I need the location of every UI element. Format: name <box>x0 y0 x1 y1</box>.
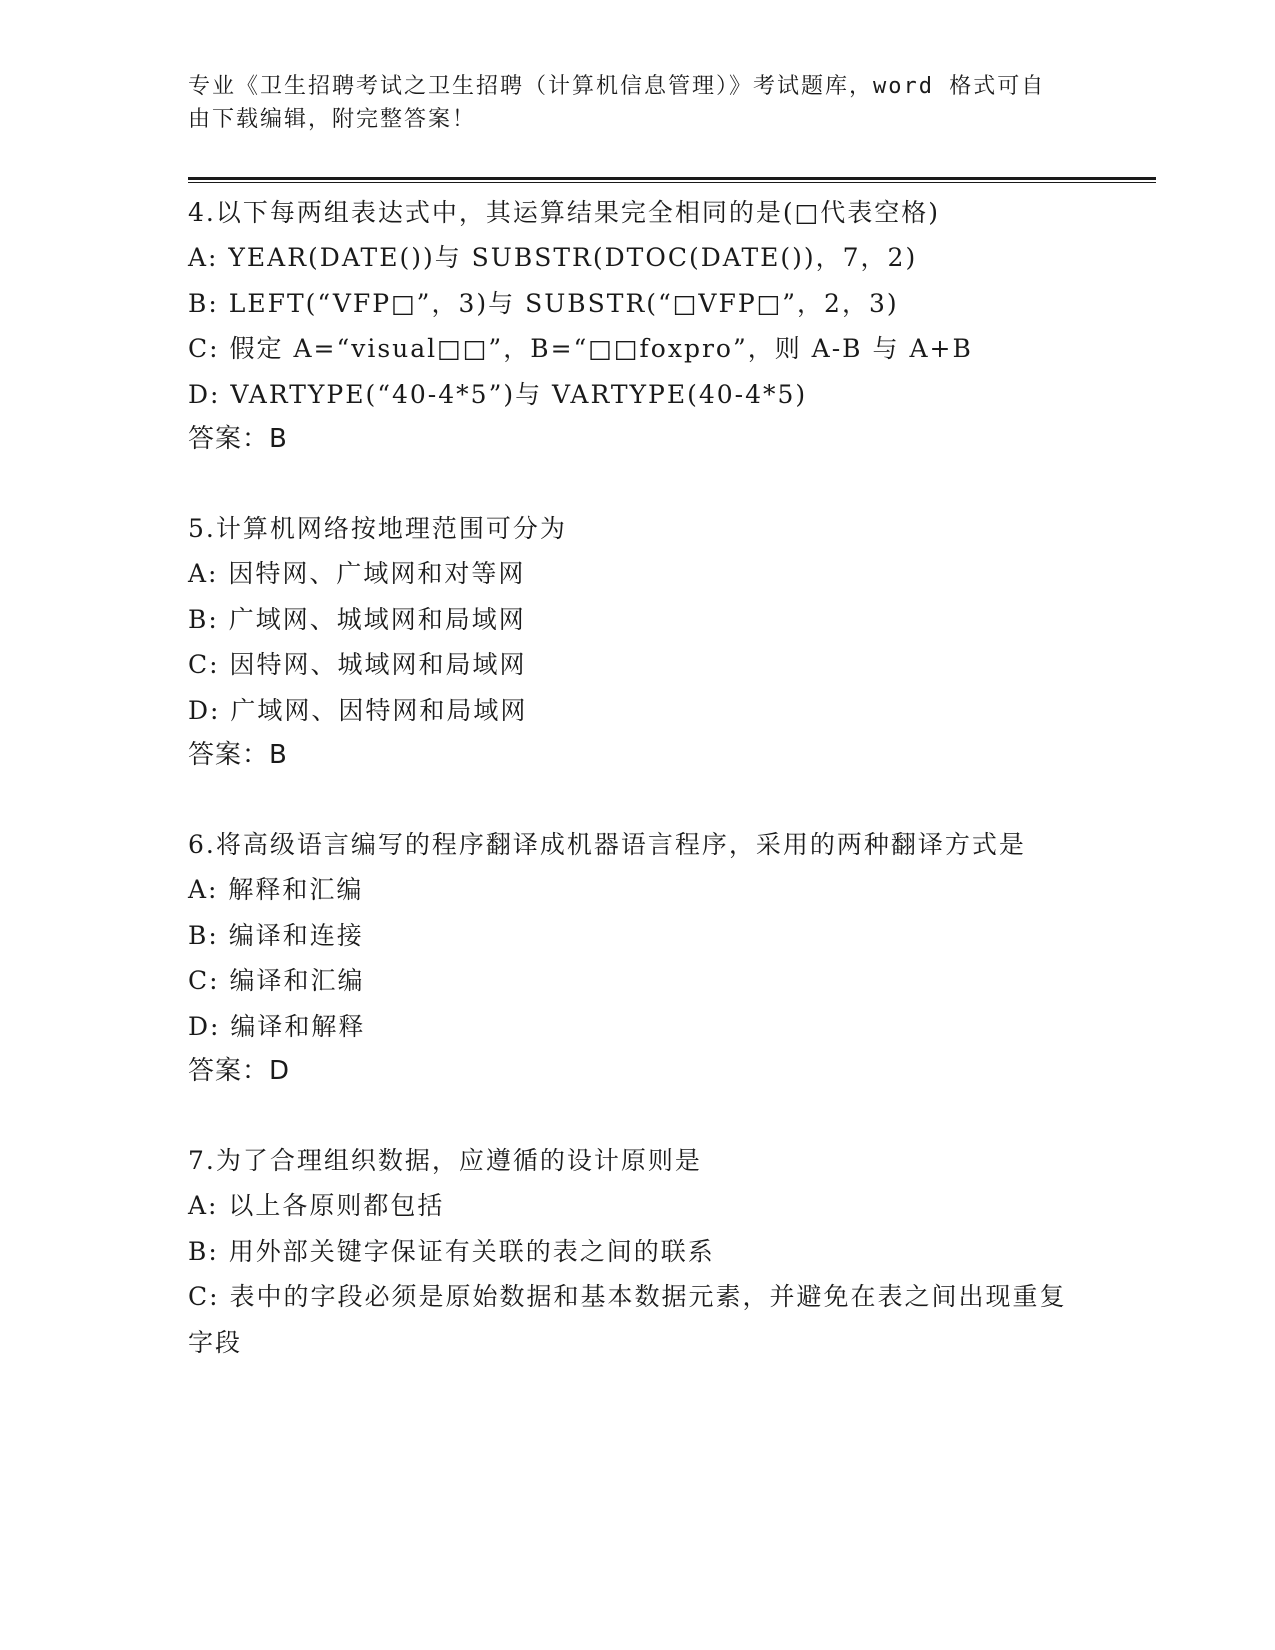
question-list <box>188 190 1068 1365</box>
question-4 <box>188 190 1068 462</box>
question-title: 6.将高级语言编写的程序翻译成机器语言程序，采用的两种翻译方式是 <box>188 830 1026 859</box>
question-title: 7.为了合理组织数据，应遵循的设计原则是 <box>188 1146 702 1175</box>
question-title: 4.以下每两组表达式中，其运算结果完全相同的是(□代表空格) <box>188 198 940 227</box>
option-c: C: 编译和汇编 <box>188 966 365 995</box>
question-5 <box>188 506 1068 778</box>
option-b: B: LEFT(“VFP□”，3)与 SUBSTR(“□VFP□”，2，3) <box>188 288 899 318</box>
option-d: D: 编译和解释 <box>188 1011 366 1041</box>
question-6 <box>188 822 1068 1094</box>
answer-label: 答案：B <box>188 740 288 770</box>
option-a: A: 因特网、广域网和对等网 <box>188 559 526 588</box>
option-b: B: 广域网、城域网和局域网 <box>188 604 526 634</box>
answer-label: 答案：B <box>188 424 288 454</box>
option-b: B: 编译和连接 <box>188 920 364 950</box>
document-intro: 专业《卫生招聘考试之卫生招聘（计算机信息管理）》考试题库，word 格式可自由下载编辑，附完整答案！ <box>188 74 1046 132</box>
option-b: B: 用外部关键字保证有关联的表之间的联系 <box>188 1236 715 1266</box>
question-title: 5.计算机网络按地理范围可分为 <box>188 514 567 543</box>
question-7 <box>188 1138 1068 1365</box>
header-divider-thin <box>188 182 1156 183</box>
option-c: C: 表中的字段必须是原始数据和基本数据元素，并避免在表之间出现重复字段 <box>188 1282 1067 1357</box>
option-c: C: 因特网、城域网和局域网 <box>188 650 527 679</box>
option-d: D: VARTYPE(“40-4*5”)与 VARTYPE(40-4*5) <box>188 379 808 409</box>
option-c: C: 假定 A=“visual□□”，B=“□□foxpro”，则 A-B 与 A+B <box>188 334 973 363</box>
header-divider-thick <box>188 177 1156 180</box>
option-d: D: 广域网、因特网和局域网 <box>188 695 528 725</box>
answer-label: 答案：D <box>188 1056 291 1086</box>
option-a: A: 解释和汇编 <box>188 875 364 904</box>
option-a: A: YEAR(DATE())与 SUBSTR(DTOC(DATE())，7，2) <box>188 243 918 272</box>
option-a: A: 以上各原则都包括 <box>188 1191 445 1220</box>
